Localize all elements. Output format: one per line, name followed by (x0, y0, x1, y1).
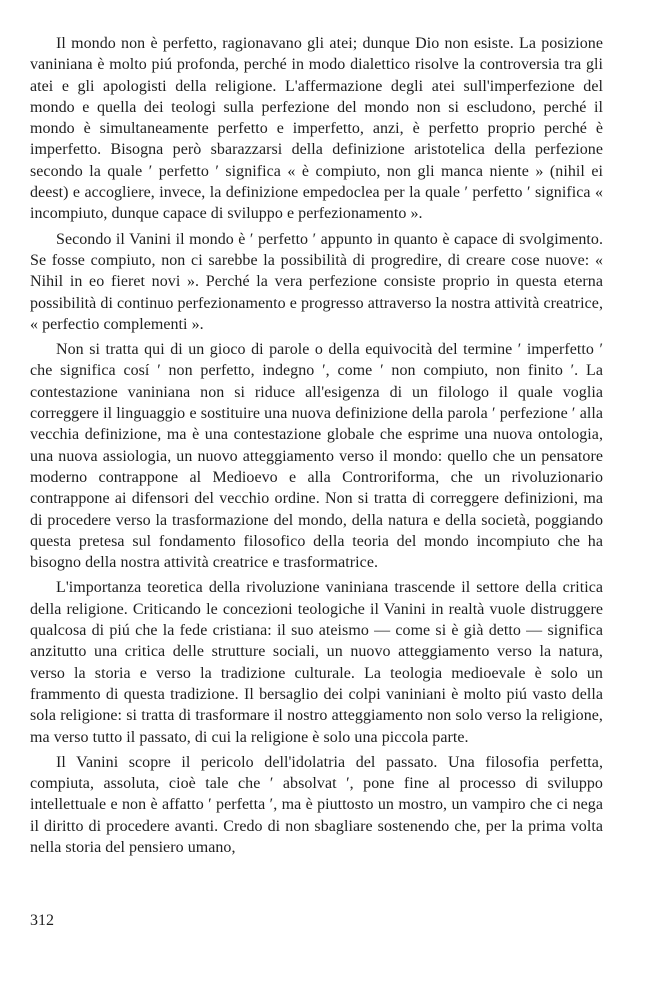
paragraph-3: Non si tratta qui di un gioco di parole o della equivocità del termine ′ imperfetto ′ che significa cosí ′ non perfetto, indegno ′, come ′ non compiuto, non finito ′. La contestazione vaniniana non si riduce all'esigenza di un filologo il quale voglia correggere il linguaggio e sostituire una nuova definizione della parola ′ perfezione ′ alla vecchia definizione, ma è una contestazione globale che esprime una nuova ontologia, una nuova assiologia, un nuovo atteggiamento verso il mondo: quello che un pensatore moderno contrappone al Medioevo e alla Controriforma, che un rivoluzionario contrappone ai difensori del vecchio ordine. Non si tratta di correggere definizioni, ma di procedere verso la trasformazione del mondo, della natura e della società, poggiando questa pretesa sul fondamento filosofico della teoria del mondo incompiuto che ha bisogno della nostra attività creatrice e trasformatrice. (30, 341, 603, 572)
page-number: 312 (30, 912, 54, 929)
paragraph-4: L'importanza teoretica della rivoluzione vaniniana trascende il settore della critica della religione. Criticando le concezioni teologiche il Vanini in realtà vuole distruggere qualcosa di piú che la fede cristiana: il suo ateismo — come si è già detto — significa anzitutto una critica delle strutture sociali, un nuovo atteggiamento verso la natura, verso la storia e verso la tradizione culturale. La teologia medioevale è solo un frammento di questa tradizione. Il bersaglio dei colpi vaniniani è molto piú vasto della sola religione: si tratta di trasformare il nostro atteggiamento non solo verso la religione, ma verso tutto il passato, di cui la religione è solo una piccola parte. (30, 579, 603, 746)
paragraph-2: Secondo il Vanini il mondo è ′ perfetto ′ appunto in quanto è capace di svolgimento. Se fosse compiuto, non ci sarebbe la possibilità di progredire, di creare cose nuove: « Nihil in eo fieret novi ». Perché la vera perfezione consiste proprio in questa eterna possibilità di continuo perfezionamento e progresso attraverso la nostra attività creatrice, « perfectio complementi ». (30, 230, 603, 333)
page-body (30, 33, 603, 858)
paragraph-1: Il mondo non è perfetto, ragionavano gli atei; dunque Dio non esiste. La posizione vaniniana è molto piú profonda, perché in modo dialettico risolve la controversia tra gli atei e gli apologisti della religione. L'affermazione degli atei sull'imperfezione del mondo e quella dei teologi sulla perfezione del mondo non si escludono, perché il mondo è simultaneamente perfetto e imperfetto, anzi, è perfetto proprio perché è imperfetto. Bisogna però sbarazzarsi della definizione aristotelica della perfezione secondo la quale ′ perfetto ′ significa « è compiuto, non gli manca niente » (nihil ei deest) e accogliere, invece, la definizione empedoclea per la quale ′ perfetto ′ significa « incompiuto, dunque capace di sviluppo e perfezionamento ». (30, 35, 603, 223)
paragraph-5: Il Vanini scopre il pericolo dell'idolatria del passato. Una filosofia perfetta, compiuta, assoluta, cioè tale che ′ absolvat ′, pone fine al processo di sviluppo intellettuale e non è affatto ′ perfetta ′, ma è piuttosto un mostro, un vampiro che ci nega il diritto di procedere avanti. Credo di non sbagliare sostenendo che, per la prima volta nella storia del pensiero umano, (30, 753, 603, 856)
